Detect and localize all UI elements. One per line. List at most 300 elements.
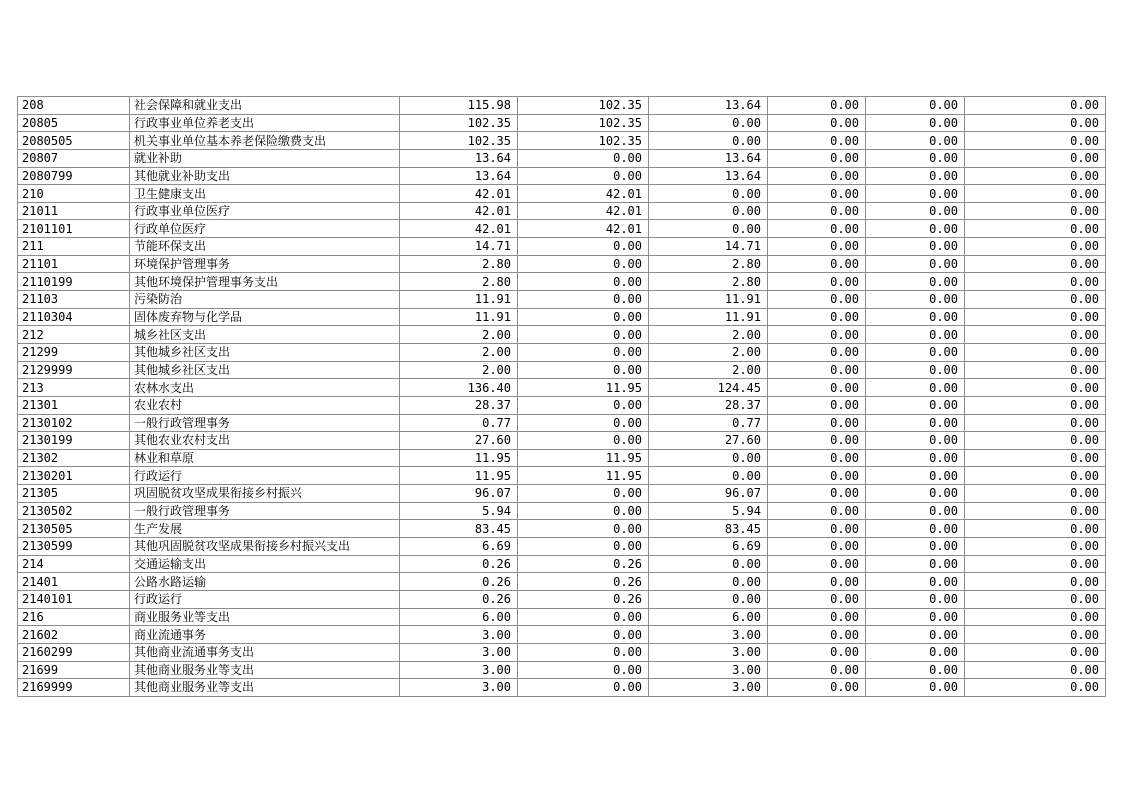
- col-6-amount-cell: 0.00: [768, 97, 866, 115]
- subject-name-cell: 其他就业补助支出: [130, 167, 400, 185]
- col-6-amount-cell: 0.00: [768, 679, 866, 697]
- project-expenditure-cell: 83.45: [649, 520, 768, 538]
- table-row: [18, 167, 1106, 185]
- basic-expenditure-cell: 0.00: [518, 149, 649, 167]
- table-row: [18, 379, 1106, 397]
- col-6-amount-cell: 0.00: [768, 643, 866, 661]
- col-7-amount-cell: 0.00: [866, 573, 965, 591]
- total-amount-cell: 96.07: [400, 485, 518, 503]
- project-expenditure-cell: 11.91: [649, 308, 768, 326]
- subject-name-cell: 就业补助: [130, 149, 400, 167]
- table-row: [18, 273, 1106, 291]
- basic-expenditure-cell: 0.00: [518, 538, 649, 556]
- subject-name-cell: 商业服务业等支出: [130, 608, 400, 626]
- table-body: [18, 97, 1106, 697]
- col-8-amount-cell: 0.00: [965, 185, 1106, 203]
- subject-code-cell: 208: [18, 97, 130, 115]
- col-8-amount-cell: 0.00: [965, 449, 1106, 467]
- col-7-amount-cell: 0.00: [866, 396, 965, 414]
- total-amount-cell: 0.26: [400, 573, 518, 591]
- subject-code-cell: 21101: [18, 255, 130, 273]
- col-7-amount-cell: 0.00: [866, 590, 965, 608]
- table-row: [18, 361, 1106, 379]
- total-amount-cell: 11.95: [400, 449, 518, 467]
- col-6-amount-cell: 0.00: [768, 238, 866, 256]
- subject-code-cell: 2129999: [18, 361, 130, 379]
- basic-expenditure-cell: 102.35: [518, 132, 649, 150]
- subject-code-cell: 21103: [18, 291, 130, 309]
- col-7-amount-cell: 0.00: [866, 538, 965, 556]
- col-7-amount-cell: 0.00: [866, 608, 965, 626]
- total-amount-cell: 3.00: [400, 643, 518, 661]
- subject-code-cell: 21602: [18, 626, 130, 644]
- table-row: [18, 202, 1106, 220]
- basic-expenditure-cell: 0.00: [518, 520, 649, 538]
- basic-expenditure-cell: 11.95: [518, 379, 649, 397]
- table-row: [18, 132, 1106, 150]
- subject-name-cell: 其他城乡社区支出: [130, 361, 400, 379]
- subject-code-cell: 2101101: [18, 220, 130, 238]
- total-amount-cell: 14.71: [400, 238, 518, 256]
- subject-name-cell: 其他环境保护管理事务支出: [130, 273, 400, 291]
- col-7-amount-cell: 0.00: [866, 626, 965, 644]
- subject-code-cell: 2130599: [18, 538, 130, 556]
- project-expenditure-cell: 2.80: [649, 273, 768, 291]
- total-amount-cell: 3.00: [400, 679, 518, 697]
- subject-name-cell: 污染防治: [130, 291, 400, 309]
- subject-name-cell: 行政单位医疗: [130, 220, 400, 238]
- basic-expenditure-cell: 0.00: [518, 485, 649, 503]
- subject-name-cell: 林业和草原: [130, 449, 400, 467]
- subject-code-cell: 21301: [18, 396, 130, 414]
- total-amount-cell: 5.94: [400, 502, 518, 520]
- subject-name-cell: 行政运行: [130, 590, 400, 608]
- project-expenditure-cell: 5.94: [649, 502, 768, 520]
- project-expenditure-cell: 0.00: [649, 555, 768, 573]
- subject-code-cell: 21305: [18, 485, 130, 503]
- subject-name-cell: 机关事业单位基本养老保险缴费支出: [130, 132, 400, 150]
- table-row: [18, 185, 1106, 203]
- basic-expenditure-cell: 0.00: [518, 414, 649, 432]
- table-row: [18, 538, 1106, 556]
- col-6-amount-cell: 0.00: [768, 343, 866, 361]
- project-expenditure-cell: 0.00: [649, 114, 768, 132]
- table-row: [18, 661, 1106, 679]
- total-amount-cell: 2.00: [400, 343, 518, 361]
- col-8-amount-cell: 0.00: [965, 238, 1106, 256]
- subject-code-cell: 21302: [18, 449, 130, 467]
- basic-expenditure-cell: 0.00: [518, 608, 649, 626]
- subject-name-cell: 公路水路运输: [130, 573, 400, 591]
- subject-code-cell: 20805: [18, 114, 130, 132]
- subject-name-cell: 一般行政管理事务: [130, 414, 400, 432]
- basic-expenditure-cell: 42.01: [518, 185, 649, 203]
- col-8-amount-cell: 0.00: [965, 608, 1106, 626]
- project-expenditure-cell: 2.80: [649, 255, 768, 273]
- project-expenditure-cell: 28.37: [649, 396, 768, 414]
- basic-expenditure-cell: 0.26: [518, 590, 649, 608]
- table-row: [18, 396, 1106, 414]
- subject-code-cell: 21299: [18, 343, 130, 361]
- col-7-amount-cell: 0.00: [866, 326, 965, 344]
- subject-code-cell: 2130199: [18, 432, 130, 450]
- table-row: [18, 308, 1106, 326]
- project-expenditure-cell: 3.00: [649, 626, 768, 644]
- basic-expenditure-cell: 0.26: [518, 573, 649, 591]
- total-amount-cell: 83.45: [400, 520, 518, 538]
- col-6-amount-cell: 0.00: [768, 485, 866, 503]
- col-6-amount-cell: 0.00: [768, 414, 866, 432]
- basic-expenditure-cell: 0.00: [518, 291, 649, 309]
- table-row: [18, 220, 1106, 238]
- col-7-amount-cell: 0.00: [866, 679, 965, 697]
- col-7-amount-cell: 0.00: [866, 432, 965, 450]
- total-amount-cell: 102.35: [400, 114, 518, 132]
- project-expenditure-cell: 3.00: [649, 643, 768, 661]
- project-expenditure-cell: 2.00: [649, 361, 768, 379]
- col-7-amount-cell: 0.00: [866, 467, 965, 485]
- col-8-amount-cell: 0.00: [965, 132, 1106, 150]
- total-amount-cell: 11.95: [400, 467, 518, 485]
- col-6-amount-cell: 0.00: [768, 432, 866, 450]
- col-6-amount-cell: 0.00: [768, 291, 866, 309]
- col-6-amount-cell: 0.00: [768, 555, 866, 573]
- project-expenditure-cell: 14.71: [649, 238, 768, 256]
- col-7-amount-cell: 0.00: [866, 343, 965, 361]
- col-7-amount-cell: 0.00: [866, 273, 965, 291]
- col-8-amount-cell: 0.00: [965, 590, 1106, 608]
- col-6-amount-cell: 0.00: [768, 608, 866, 626]
- basic-expenditure-cell: 0.00: [518, 238, 649, 256]
- col-7-amount-cell: 0.00: [866, 485, 965, 503]
- col-8-amount-cell: 0.00: [965, 432, 1106, 450]
- basic-expenditure-cell: 0.00: [518, 679, 649, 697]
- col-8-amount-cell: 0.00: [965, 555, 1106, 573]
- col-8-amount-cell: 0.00: [965, 308, 1106, 326]
- subject-name-cell: 节能环保支出: [130, 238, 400, 256]
- table-row: [18, 343, 1106, 361]
- col-8-amount-cell: 0.00: [965, 361, 1106, 379]
- col-8-amount-cell: 0.00: [965, 643, 1106, 661]
- col-7-amount-cell: 0.00: [866, 291, 965, 309]
- subject-name-cell: 商业流通事务: [130, 626, 400, 644]
- table-row: [18, 590, 1106, 608]
- total-amount-cell: 42.01: [400, 185, 518, 203]
- total-amount-cell: 6.69: [400, 538, 518, 556]
- col-6-amount-cell: 0.00: [768, 396, 866, 414]
- col-8-amount-cell: 0.00: [965, 520, 1106, 538]
- project-expenditure-cell: 0.77: [649, 414, 768, 432]
- basic-expenditure-cell: 0.00: [518, 343, 649, 361]
- col-6-amount-cell: 0.00: [768, 114, 866, 132]
- project-expenditure-cell: 13.64: [649, 167, 768, 185]
- budget-table-sheet: [17, 96, 1105, 697]
- project-expenditure-cell: 13.64: [649, 97, 768, 115]
- col-6-amount-cell: 0.00: [768, 149, 866, 167]
- col-7-amount-cell: 0.00: [866, 255, 965, 273]
- project-expenditure-cell: 3.00: [649, 679, 768, 697]
- col-6-amount-cell: 0.00: [768, 379, 866, 397]
- project-expenditure-cell: 0.00: [649, 220, 768, 238]
- subject-name-cell: 其他城乡社区支出: [130, 343, 400, 361]
- basic-expenditure-cell: 0.00: [518, 396, 649, 414]
- col-7-amount-cell: 0.00: [866, 661, 965, 679]
- project-expenditure-cell: 13.64: [649, 149, 768, 167]
- total-amount-cell: 115.98: [400, 97, 518, 115]
- subject-name-cell: 行政事业单位养老支出: [130, 114, 400, 132]
- col-7-amount-cell: 0.00: [866, 643, 965, 661]
- subject-code-cell: 212: [18, 326, 130, 344]
- subject-code-cell: 2110304: [18, 308, 130, 326]
- col-8-amount-cell: 0.00: [965, 114, 1106, 132]
- subject-code-cell: 2130102: [18, 414, 130, 432]
- table-row: [18, 149, 1106, 167]
- total-amount-cell: 13.64: [400, 167, 518, 185]
- total-amount-cell: 136.40: [400, 379, 518, 397]
- subject-name-cell: 城乡社区支出: [130, 326, 400, 344]
- col-8-amount-cell: 0.00: [965, 379, 1106, 397]
- col-7-amount-cell: 0.00: [866, 308, 965, 326]
- project-expenditure-cell: 0.00: [649, 185, 768, 203]
- col-6-amount-cell: 0.00: [768, 590, 866, 608]
- col-7-amount-cell: 0.00: [866, 202, 965, 220]
- table-row: [18, 255, 1106, 273]
- col-7-amount-cell: 0.00: [866, 379, 965, 397]
- col-8-amount-cell: 0.00: [965, 255, 1106, 273]
- subject-code-cell: 2160299: [18, 643, 130, 661]
- table-row: [18, 432, 1106, 450]
- col-7-amount-cell: 0.00: [866, 132, 965, 150]
- total-amount-cell: 27.60: [400, 432, 518, 450]
- total-amount-cell: 2.00: [400, 326, 518, 344]
- subject-name-cell: 农林水支出: [130, 379, 400, 397]
- col-8-amount-cell: 0.00: [965, 414, 1106, 432]
- basic-expenditure-cell: 0.00: [518, 255, 649, 273]
- project-expenditure-cell: 6.69: [649, 538, 768, 556]
- project-expenditure-cell: 6.00: [649, 608, 768, 626]
- col-6-amount-cell: 0.00: [768, 538, 866, 556]
- basic-expenditure-cell: 102.35: [518, 97, 649, 115]
- col-6-amount-cell: 0.00: [768, 467, 866, 485]
- subject-code-cell: 2130201: [18, 467, 130, 485]
- col-8-amount-cell: 0.00: [965, 343, 1106, 361]
- basic-expenditure-cell: 0.00: [518, 361, 649, 379]
- col-8-amount-cell: 0.00: [965, 291, 1106, 309]
- col-7-amount-cell: 0.00: [866, 185, 965, 203]
- subject-code-cell: 20807: [18, 149, 130, 167]
- col-8-amount-cell: 0.00: [965, 573, 1106, 591]
- col-8-amount-cell: 0.00: [965, 220, 1106, 238]
- col-7-amount-cell: 0.00: [866, 414, 965, 432]
- col-7-amount-cell: 0.00: [866, 97, 965, 115]
- basic-expenditure-cell: 0.26: [518, 555, 649, 573]
- col-8-amount-cell: 0.00: [965, 485, 1106, 503]
- col-8-amount-cell: 0.00: [965, 626, 1106, 644]
- subject-code-cell: 213: [18, 379, 130, 397]
- project-expenditure-cell: 11.91: [649, 291, 768, 309]
- basic-expenditure-cell: 0.00: [518, 432, 649, 450]
- col-6-amount-cell: 0.00: [768, 167, 866, 185]
- table-row: [18, 467, 1106, 485]
- total-amount-cell: 6.00: [400, 608, 518, 626]
- col-8-amount-cell: 0.00: [965, 326, 1106, 344]
- subject-code-cell: 210: [18, 185, 130, 203]
- col-8-amount-cell: 0.00: [965, 273, 1106, 291]
- subject-name-cell: 其他商业服务业等支出: [130, 661, 400, 679]
- basic-expenditure-cell: 42.01: [518, 202, 649, 220]
- subject-name-cell: 一般行政管理事务: [130, 502, 400, 520]
- basic-expenditure-cell: 0.00: [518, 626, 649, 644]
- subject-name-cell: 行政运行: [130, 467, 400, 485]
- total-amount-cell: 102.35: [400, 132, 518, 150]
- col-8-amount-cell: 0.00: [965, 149, 1106, 167]
- table-row: [18, 679, 1106, 697]
- basic-expenditure-cell: 11.95: [518, 449, 649, 467]
- subject-code-cell: 2169999: [18, 679, 130, 697]
- table-row: [18, 608, 1106, 626]
- total-amount-cell: 0.26: [400, 555, 518, 573]
- subject-code-cell: 2130502: [18, 502, 130, 520]
- total-amount-cell: 0.26: [400, 590, 518, 608]
- subject-name-cell: 固体废弃物与化学品: [130, 308, 400, 326]
- project-expenditure-cell: 0.00: [649, 132, 768, 150]
- project-expenditure-cell: 2.00: [649, 326, 768, 344]
- col-7-amount-cell: 0.00: [866, 238, 965, 256]
- table-row: [18, 414, 1106, 432]
- table-row: [18, 291, 1106, 309]
- col-7-amount-cell: 0.00: [866, 555, 965, 573]
- col-8-amount-cell: 0.00: [965, 661, 1106, 679]
- basic-expenditure-cell: 0.00: [518, 661, 649, 679]
- table-row: [18, 449, 1106, 467]
- col-8-amount-cell: 0.00: [965, 502, 1106, 520]
- subject-code-cell: 214: [18, 555, 130, 573]
- table-row: [18, 502, 1106, 520]
- subject-name-cell: 其他商业流通事务支出: [130, 643, 400, 661]
- project-expenditure-cell: 0.00: [649, 202, 768, 220]
- table-row: [18, 643, 1106, 661]
- table-row: [18, 555, 1106, 573]
- total-amount-cell: 2.80: [400, 255, 518, 273]
- total-amount-cell: 28.37: [400, 396, 518, 414]
- basic-expenditure-cell: 42.01: [518, 220, 649, 238]
- project-expenditure-cell: 124.45: [649, 379, 768, 397]
- subject-name-cell: 生产发展: [130, 520, 400, 538]
- basic-expenditure-cell: 11.95: [518, 467, 649, 485]
- col-6-amount-cell: 0.00: [768, 220, 866, 238]
- total-amount-cell: 11.91: [400, 291, 518, 309]
- table-row: [18, 114, 1106, 132]
- total-amount-cell: 42.01: [400, 202, 518, 220]
- col-6-amount-cell: 0.00: [768, 661, 866, 679]
- subject-code-cell: 216: [18, 608, 130, 626]
- subject-name-cell: 农业农村: [130, 396, 400, 414]
- col-7-amount-cell: 0.00: [866, 167, 965, 185]
- total-amount-cell: 2.80: [400, 273, 518, 291]
- total-amount-cell: 3.00: [400, 661, 518, 679]
- subject-name-cell: 交通运输支出: [130, 555, 400, 573]
- basic-expenditure-cell: 0.00: [518, 273, 649, 291]
- col-7-amount-cell: 0.00: [866, 520, 965, 538]
- col-7-amount-cell: 0.00: [866, 114, 965, 132]
- project-expenditure-cell: 2.00: [649, 343, 768, 361]
- project-expenditure-cell: 96.07: [649, 485, 768, 503]
- table-row: [18, 97, 1106, 115]
- col-8-amount-cell: 0.00: [965, 97, 1106, 115]
- project-expenditure-cell: 0.00: [649, 449, 768, 467]
- col-8-amount-cell: 0.00: [965, 396, 1106, 414]
- total-amount-cell: 2.00: [400, 361, 518, 379]
- subject-name-cell: 行政事业单位医疗: [130, 202, 400, 220]
- total-amount-cell: 0.77: [400, 414, 518, 432]
- project-expenditure-cell: 0.00: [649, 573, 768, 591]
- subject-code-cell: 2080505: [18, 132, 130, 150]
- col-8-amount-cell: 0.00: [965, 202, 1106, 220]
- subject-name-cell: 其他巩固脱贫攻坚成果衔接乡村振兴支出: [130, 538, 400, 556]
- subject-code-cell: 21699: [18, 661, 130, 679]
- col-8-amount-cell: 0.00: [965, 679, 1106, 697]
- basic-expenditure-cell: 0.00: [518, 643, 649, 661]
- col-7-amount-cell: 0.00: [866, 149, 965, 167]
- col-8-amount-cell: 0.00: [965, 467, 1106, 485]
- table-row: [18, 326, 1106, 344]
- total-amount-cell: 42.01: [400, 220, 518, 238]
- col-6-amount-cell: 0.00: [768, 626, 866, 644]
- col-6-amount-cell: 0.00: [768, 449, 866, 467]
- col-6-amount-cell: 0.00: [768, 502, 866, 520]
- total-amount-cell: 3.00: [400, 626, 518, 644]
- basic-expenditure-cell: 0.00: [518, 167, 649, 185]
- table-row: [18, 520, 1106, 538]
- subject-code-cell: 2080799: [18, 167, 130, 185]
- project-expenditure-cell: 3.00: [649, 661, 768, 679]
- col-6-amount-cell: 0.00: [768, 132, 866, 150]
- col-7-amount-cell: 0.00: [866, 449, 965, 467]
- project-expenditure-cell: 27.60: [649, 432, 768, 450]
- project-expenditure-cell: 0.00: [649, 467, 768, 485]
- basic-expenditure-cell: 102.35: [518, 114, 649, 132]
- col-6-amount-cell: 0.00: [768, 308, 866, 326]
- col-6-amount-cell: 0.00: [768, 326, 866, 344]
- col-8-amount-cell: 0.00: [965, 538, 1106, 556]
- col-7-amount-cell: 0.00: [866, 220, 965, 238]
- total-amount-cell: 11.91: [400, 308, 518, 326]
- basic-expenditure-cell: 0.00: [518, 326, 649, 344]
- subject-code-cell: 2130505: [18, 520, 130, 538]
- subject-name-cell: 巩固脱贫攻坚成果衔接乡村振兴: [130, 485, 400, 503]
- basic-expenditure-cell: 0.00: [518, 308, 649, 326]
- subject-name-cell: 其他商业服务业等支出: [130, 679, 400, 697]
- subject-name-cell: 环境保护管理事务: [130, 255, 400, 273]
- col-6-amount-cell: 0.00: [768, 573, 866, 591]
- basic-expenditure-cell: 0.00: [518, 502, 649, 520]
- table-row: [18, 573, 1106, 591]
- table-row: [18, 238, 1106, 256]
- subject-code-cell: 21401: [18, 573, 130, 591]
- col-6-amount-cell: 0.00: [768, 273, 866, 291]
- col-6-amount-cell: 0.00: [768, 255, 866, 273]
- budget-expenditure-table: [17, 96, 1106, 697]
- col-6-amount-cell: 0.00: [768, 185, 866, 203]
- table-row: [18, 626, 1106, 644]
- subject-code-cell: 211: [18, 238, 130, 256]
- col-7-amount-cell: 0.00: [866, 361, 965, 379]
- subject-code-cell: 2140101: [18, 590, 130, 608]
- subject-name-cell: 社会保障和就业支出: [130, 97, 400, 115]
- subject-name-cell: 卫生健康支出: [130, 185, 400, 203]
- col-6-amount-cell: 0.00: [768, 361, 866, 379]
- table-row: [18, 485, 1106, 503]
